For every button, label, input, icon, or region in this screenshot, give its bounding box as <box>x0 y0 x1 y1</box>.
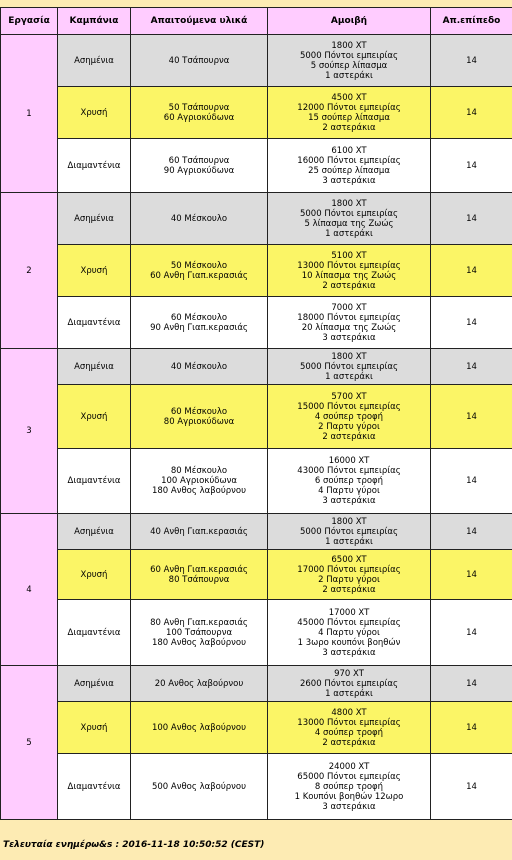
reward-item: 6500 XT <box>331 554 367 565</box>
campaign-cell: Ασημένια <box>58 514 130 549</box>
table-row <box>1 139 512 192</box>
materials-cell <box>131 193 267 244</box>
reward-item: 17000 XT <box>328 607 370 618</box>
rewards-cell <box>268 514 430 549</box>
table-row <box>1 600 512 665</box>
reward-item: 4 σούπερ τροφή <box>314 727 384 738</box>
campaign-cell: Χρυσή <box>58 550 130 599</box>
table-row <box>1 385 512 448</box>
table-row <box>1 35 512 86</box>
reward-item: 4500 XT <box>331 92 367 103</box>
material-item: 60 Μέσκουλο <box>170 312 228 323</box>
materials-cell <box>131 385 267 448</box>
table-row <box>1 245 512 296</box>
reward-item: 5 λίπασμα της Ζωώς <box>304 218 394 229</box>
table-row <box>1 349 512 384</box>
header-materials: Απαιτούμενα υλικά <box>131 8 267 34</box>
rewards-cell <box>268 550 430 599</box>
materials-cell <box>131 754 267 819</box>
reward-item: 3 αστεράκια <box>322 801 376 812</box>
reward-item: 5000 Πόντοι εμπειρίας <box>299 361 399 372</box>
reward-item: 20 λίπασμα της Ζωώς <box>301 322 397 333</box>
reward-item: 10 λίπασμα της Ζωώς <box>301 270 397 281</box>
material-item: 180 Ανθος λαβούρνου <box>151 486 247 496</box>
materials-cell <box>131 139 267 192</box>
table-row <box>1 702 512 753</box>
header-rewards: Αμοιβή <box>268 8 430 34</box>
campaign-cell: Ασημένια <box>58 666 130 701</box>
reward-item: 8 σούπερ τροφή <box>314 781 384 792</box>
material-item: 40 Μέσκουλο <box>170 213 228 224</box>
material-item: 50 Τσάπουρνα <box>168 102 230 113</box>
level-cell: 14 <box>431 35 512 86</box>
reward-item: 1 Κουπόνι βοηθών 12ωρο <box>294 791 404 802</box>
reward-item: 2 Παρτυ γύροι <box>318 574 380 585</box>
reward-item: 1 αστεράκι <box>325 70 373 81</box>
reward-item: 5000 Πόντοι εμπειρίας <box>299 50 399 61</box>
header-campaign: Καμπάνια <box>58 8 130 34</box>
reward-item: 6 σούπερ τροφή <box>314 476 384 486</box>
campaign-cell: Διαμαντένια <box>58 139 130 192</box>
reward-item: 3 αστεράκια <box>322 496 376 506</box>
campaign-cell: Χρυσή <box>58 245 130 296</box>
level-cell: 14 <box>431 702 512 753</box>
reward-item: 4 Παρτυ γύροι <box>318 486 380 496</box>
material-item: 80 Μέσκουλο <box>170 466 228 476</box>
material-item: 80 Ανθη Γιαπ.κερασιάς <box>150 617 248 628</box>
task-number: 5 <box>1 666 57 819</box>
reward-item: 16000 XT <box>328 456 370 466</box>
materials-cell <box>131 514 267 549</box>
reward-item: 13000 Πόντοι εμπειρίας <box>297 260 401 271</box>
material-item: 40 Μέσκουλο <box>170 361 228 372</box>
reward-item: 5700 XT <box>331 391 367 402</box>
material-item: 80 Τσάπουρνα <box>168 574 230 585</box>
campaign-cell: Χρυσή <box>58 385 130 448</box>
materials-cell <box>131 702 267 753</box>
rewards-cell <box>268 35 430 86</box>
campaign-cell: Διαμαντένια <box>58 297 130 348</box>
reward-item: 25 σούπερ λίπασμα <box>308 165 390 176</box>
reward-item: 43000 Πόντοι εμπειρίας <box>297 466 401 476</box>
materials-cell <box>131 297 267 348</box>
header-row <box>1 8 512 34</box>
reward-item: 5 σούπερ λίπασμα <box>310 60 388 71</box>
material-item: 180 Ανθος λαβούρνου <box>151 637 247 648</box>
reward-item: 7000 XT <box>331 302 367 313</box>
task-number: 1 <box>1 35 57 192</box>
campaign-cell: Χρυσή <box>58 87 130 138</box>
material-item: 60 Αγριοκύδωνα <box>163 112 235 123</box>
reward-item: 2 αστεράκια <box>322 280 376 291</box>
reward-item: 1800 XT <box>331 40 367 51</box>
campaign-cell: Ασημένια <box>58 349 130 384</box>
rewards-cell <box>268 385 430 448</box>
header-level: Απ.επίπεδο <box>431 8 512 34</box>
reward-item: 15000 Πόντοι εμπειρίας <box>297 401 401 412</box>
table-row <box>1 193 512 244</box>
reward-item: 1800 XT <box>331 198 367 209</box>
reward-item: 24000 XT <box>328 761 370 772</box>
materials-cell <box>131 245 267 296</box>
material-item: 100 Αγριοκύδωνα <box>161 476 237 486</box>
rewards-cell <box>268 600 430 665</box>
rewards-cell <box>268 754 430 819</box>
rewards-cell <box>268 193 430 244</box>
material-item: 500 Ανθος λαβούρνου <box>151 781 247 792</box>
level-cell: 14 <box>431 385 512 448</box>
reward-item: 1 αστεράκι <box>325 688 373 699</box>
rewards-cell <box>268 449 430 513</box>
table-row <box>1 550 512 599</box>
level-cell: 14 <box>431 87 512 138</box>
reward-item: 2 αστεράκια <box>322 122 376 133</box>
level-cell: 14 <box>431 550 512 599</box>
materials-cell <box>131 550 267 599</box>
reward-item: 17000 Πόντοι εμπειρίας <box>297 564 401 575</box>
materials-cell <box>131 35 267 86</box>
reward-item: 4 Παρτυ γύροι <box>318 627 380 638</box>
campaign-cell: Χρυσή <box>58 702 130 753</box>
rewards-cell <box>268 666 430 701</box>
reward-item: 1800 XT <box>331 351 367 362</box>
reward-item: 65000 Πόντοι εμπειρίας <box>297 771 401 782</box>
materials-cell <box>131 449 267 513</box>
reward-item: 1 αστεράκι <box>325 228 373 239</box>
material-item: 100 Τσάπουρνα <box>165 627 233 638</box>
level-cell: 14 <box>431 514 512 549</box>
reward-item: 5000 Πόντοι εμπειρίας <box>299 526 399 537</box>
rewards-cell <box>268 139 430 192</box>
material-item: 60 Μέσκουλο <box>170 406 228 417</box>
reward-item: 2 αστεράκια <box>322 737 376 748</box>
level-cell: 14 <box>431 666 512 701</box>
reward-item: 1 αστεράκι <box>325 536 373 547</box>
material-item: 90 Ανθη Γιαπ.κερασιάς <box>150 322 248 333</box>
reward-item: 12000 Πόντοι εμπειρίας <box>297 102 401 113</box>
level-cell: 14 <box>431 297 512 348</box>
material-item: 60 Ανθη Γιαπ.κερασιάς <box>150 270 248 281</box>
campaign-cell: Ασημένια <box>58 35 130 86</box>
level-cell: 14 <box>431 449 512 513</box>
reward-item: 2600 Πόντοι εμπειρίας <box>299 678 399 689</box>
reward-item: 16000 Πόντοι εμπειρίας <box>297 155 401 166</box>
reward-item: 13000 Πόντοι εμπειρίας <box>297 717 401 728</box>
materials-cell <box>131 600 267 665</box>
table-row <box>1 449 512 513</box>
reward-item: 1 3ωρο κουπόνι βοηθών <box>297 637 401 648</box>
tasks-table <box>0 7 512 820</box>
reward-item: 45000 Πόντοι εμπειρίας <box>297 617 401 628</box>
reward-item: 2 αστεράκια <box>322 431 376 442</box>
reward-item: 4800 XT <box>331 707 367 718</box>
table-row <box>1 666 512 701</box>
reward-item: 3 αστεράκια <box>322 647 376 658</box>
header-task: Εργασία <box>1 8 57 34</box>
material-item: 50 Μέσκουλο <box>170 260 228 271</box>
reward-item: 3 αστεράκια <box>322 332 376 343</box>
table-row <box>1 87 512 138</box>
materials-cell <box>131 349 267 384</box>
material-item: 80 Αγριοκύδωνα <box>163 416 235 427</box>
materials-cell <box>131 87 267 138</box>
reward-item: 15 σούπερ λίπασμα <box>308 112 390 123</box>
campaign-cell: Ασημένια <box>58 193 130 244</box>
material-item: 100 Ανθος λαβούρνου <box>151 722 247 733</box>
level-cell: 14 <box>431 754 512 819</box>
reward-item: 2 αστεράκια <box>322 584 376 595</box>
reward-item: 2 Παρτυ γύροι <box>318 421 380 432</box>
material-item: 90 Αγριοκύδωνα <box>163 165 235 176</box>
task-number: 3 <box>1 349 57 513</box>
level-cell: 14 <box>431 600 512 665</box>
rewards-cell <box>268 87 430 138</box>
rewards-cell <box>268 349 430 384</box>
task-number: 2 <box>1 193 57 348</box>
level-cell: 14 <box>431 245 512 296</box>
rewards-cell <box>268 702 430 753</box>
reward-item: 1 αστεράκι <box>325 371 373 382</box>
last-updated: Τελευταία ενημέρω&s : 2016-11-18 10:50:52 (CEST) <box>3 840 265 850</box>
reward-item: 3 αστεράκια <box>322 175 376 186</box>
material-item: 60 Ανθη Γιαπ.κερασιάς <box>150 564 248 575</box>
level-cell: 14 <box>431 193 512 244</box>
rewards-cell <box>268 245 430 296</box>
reward-item: 1800 XT <box>331 516 367 527</box>
campaign-cell: Διαμαντένια <box>58 754 130 819</box>
task-number: 4 <box>1 514 57 665</box>
rewards-cell <box>268 297 430 348</box>
level-cell: 14 <box>431 139 512 192</box>
reward-item: 6100 XT <box>331 145 367 156</box>
material-item: 40 Ανθη Γιαπ.κερασιάς <box>150 526 248 537</box>
level-cell: 14 <box>431 349 512 384</box>
campaign-cell: Διαμαντένια <box>58 600 130 665</box>
reward-item: 5100 XT <box>331 250 367 261</box>
table-row <box>1 514 512 549</box>
reward-item: 4 σούπερ τροφή <box>314 411 384 422</box>
campaign-cell: Διαμαντένια <box>58 449 130 513</box>
materials-cell <box>131 666 267 701</box>
reward-item: 970 XT <box>334 668 364 679</box>
reward-item: 5000 Πόντοι εμπειρίας <box>299 208 399 219</box>
reward-item: 18000 Πόντοι εμπειρίας <box>297 312 401 323</box>
material-item: 40 Τσάπουρνα <box>168 55 230 66</box>
table-row <box>1 297 512 348</box>
material-item: 20 Ανθος λαβούρνου <box>154 678 244 689</box>
material-item: 60 Τσάπουρνα <box>168 155 230 166</box>
table-row <box>1 754 512 819</box>
